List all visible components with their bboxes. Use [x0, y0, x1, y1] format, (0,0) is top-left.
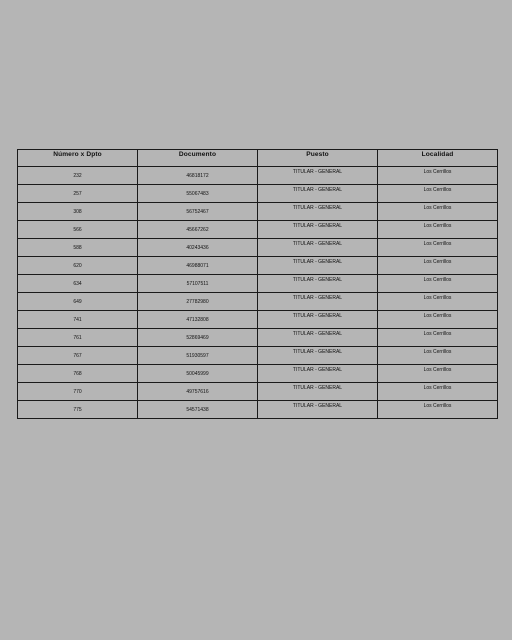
cell-localidad: Los Cerrillos — [378, 401, 498, 419]
cell-localidad: Los Cerrillos — [378, 275, 498, 293]
table-row — [18, 257, 498, 275]
cell-documento: 57107511 — [138, 275, 258, 293]
cell-documento: 56752467 — [138, 203, 258, 221]
cell-puesto: TITULAR - GENERAL — [258, 275, 378, 293]
cell-puesto: TITULAR - GENERAL — [258, 185, 378, 203]
cell-puesto: TITULAR - GENERAL — [258, 401, 378, 419]
cell-numero-x-dpto: 620 — [18, 257, 138, 275]
cell-documento: 55067483 — [138, 185, 258, 203]
cell-puesto: TITULAR - GENERAL — [258, 239, 378, 257]
cell-localidad: Los Cerrillos — [378, 257, 498, 275]
cell-localidad: Los Cerrillos — [378, 293, 498, 311]
cell-documento: 52869469 — [138, 329, 258, 347]
table-row — [18, 293, 498, 311]
cell-numero-x-dpto: 770 — [18, 383, 138, 401]
cell-localidad: Los Cerrillos — [378, 329, 498, 347]
cell-numero-x-dpto: 767 — [18, 347, 138, 365]
cell-numero-x-dpto: 566 — [18, 221, 138, 239]
table-row — [18, 347, 498, 365]
table-row — [18, 365, 498, 383]
cell-documento: 46818172 — [138, 167, 258, 185]
cell-numero-x-dpto: 588 — [18, 239, 138, 257]
cell-numero-x-dpto: 761 — [18, 329, 138, 347]
cell-puesto: TITULAR - GENERAL — [258, 365, 378, 383]
cell-localidad: Los Cerrillos — [378, 185, 498, 203]
cell-numero-x-dpto: 741 — [18, 311, 138, 329]
cell-documento: 54571438 — [138, 401, 258, 419]
cell-numero-x-dpto: 775 — [18, 401, 138, 419]
table-row — [18, 401, 498, 419]
cell-documento: 40243436 — [138, 239, 258, 257]
cell-documento: 47132808 — [138, 311, 258, 329]
table-row — [18, 185, 498, 203]
table-row — [18, 311, 498, 329]
table-row — [18, 239, 498, 257]
table-row — [18, 383, 498, 401]
cell-localidad: Los Cerrillos — [378, 311, 498, 329]
cell-numero-x-dpto: 257 — [18, 185, 138, 203]
cell-documento: 45667262 — [138, 221, 258, 239]
header-localidad: Localidad — [378, 150, 498, 167]
cell-localidad: Los Cerrillos — [378, 239, 498, 257]
table-row — [18, 221, 498, 239]
table-row — [18, 167, 498, 185]
cell-puesto: TITULAR - GENERAL — [258, 167, 378, 185]
cell-puesto: TITULAR - GENERAL — [258, 293, 378, 311]
cell-puesto: TITULAR - GENERAL — [258, 383, 378, 401]
cell-documento: 51930597 — [138, 347, 258, 365]
cell-puesto: TITULAR - GENERAL — [258, 203, 378, 221]
cell-localidad: Los Cerrillos — [378, 167, 498, 185]
header-documento: Documento — [138, 150, 258, 167]
cell-documento: 49757616 — [138, 383, 258, 401]
header-puesto: Puesto — [258, 150, 378, 167]
cell-puesto: TITULAR - GENERAL — [258, 311, 378, 329]
table-header — [18, 150, 498, 167]
table-row — [18, 203, 498, 221]
cell-localidad: Los Cerrillos — [378, 203, 498, 221]
table-row — [18, 329, 498, 347]
header-numero-x-dpto: Número x Dpto — [18, 150, 138, 167]
cell-documento: 27782980 — [138, 293, 258, 311]
cell-numero-x-dpto: 634 — [18, 275, 138, 293]
cell-puesto: TITULAR - GENERAL — [258, 347, 378, 365]
header-row — [18, 150, 498, 167]
cell-documento: 46988071 — [138, 257, 258, 275]
data-table — [17, 149, 498, 419]
cell-puesto: TITULAR - GENERAL — [258, 221, 378, 239]
cell-numero-x-dpto: 308 — [18, 203, 138, 221]
cell-numero-x-dpto: 232 — [18, 167, 138, 185]
cell-puesto: TITULAR - GENERAL — [258, 329, 378, 347]
cell-documento: 50045999 — [138, 365, 258, 383]
cell-localidad: Los Cerrillos — [378, 347, 498, 365]
cell-puesto: TITULAR - GENERAL — [258, 257, 378, 275]
cell-numero-x-dpto: 768 — [18, 365, 138, 383]
cell-numero-x-dpto: 649 — [18, 293, 138, 311]
cell-localidad: Los Cerrillos — [378, 383, 498, 401]
table-row — [18, 275, 498, 293]
table-body — [18, 167, 498, 419]
cell-localidad: Los Cerrillos — [378, 365, 498, 383]
cell-localidad: Los Cerrillos — [378, 221, 498, 239]
